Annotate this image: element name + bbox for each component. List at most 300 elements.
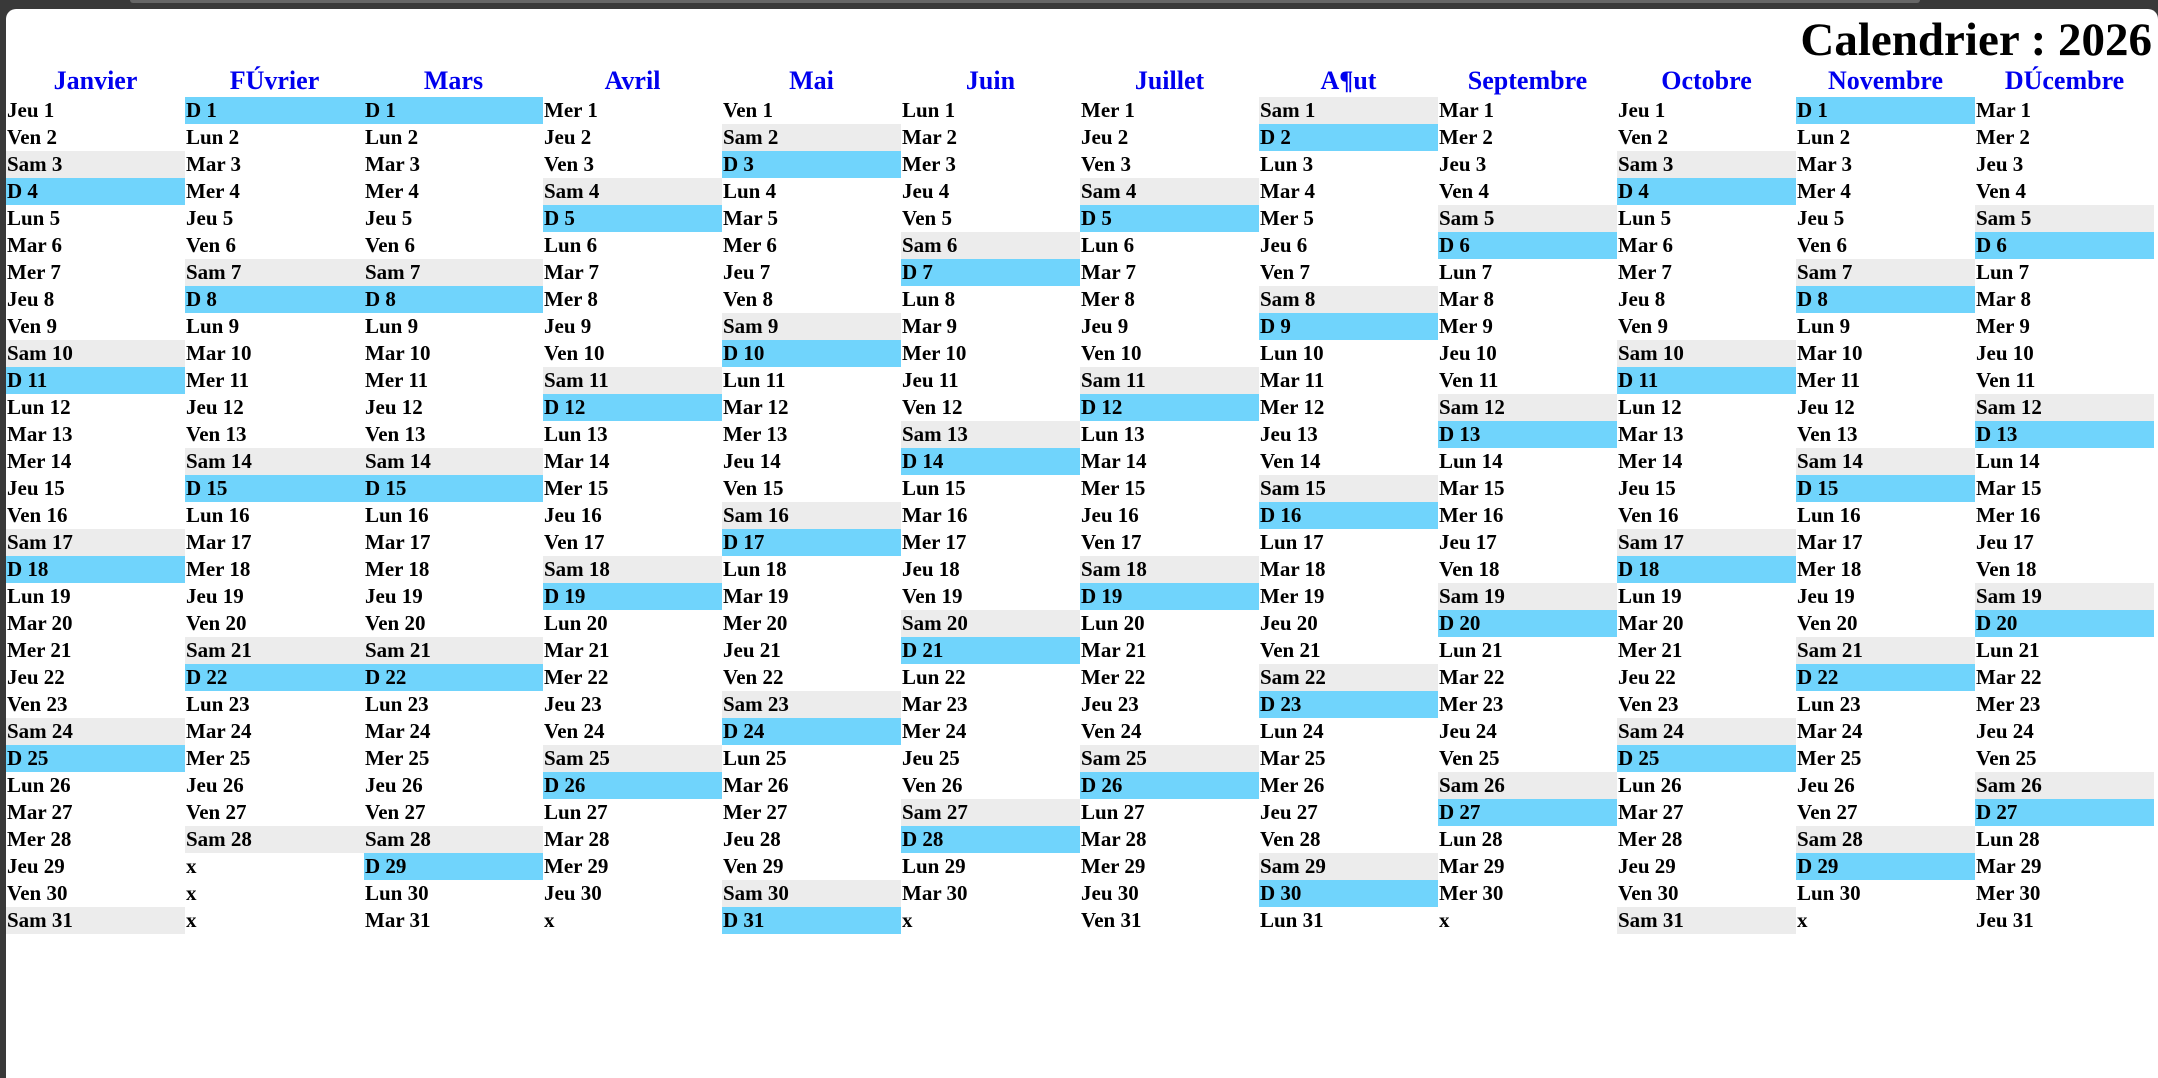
day-cell: Lun 26 [7, 773, 71, 797]
day-cell: Lun 21 [1439, 638, 1503, 662]
day-cell: Mar 20 [1618, 611, 1684, 635]
day-cell: Lun 2 [1797, 125, 1851, 149]
day-cell: Lun 13 [544, 422, 608, 446]
day-cell: Ven 13 [365, 422, 426, 446]
day-cell: D 15 [364, 475, 543, 502]
day-cell: D 15 [1796, 475, 1975, 502]
day-cell: Ven 20 [186, 611, 247, 635]
day-cell: Mar 27 [1618, 800, 1684, 824]
day-cell: Sam 31 [6, 907, 185, 934]
month-column [185, 65, 364, 934]
day-cell: Mer 25 [365, 746, 430, 770]
day-cell: Mar 25 [1260, 746, 1326, 770]
day-cell: Sam 1 [1259, 97, 1438, 124]
day-cell: Mer 8 [1081, 287, 1135, 311]
day-cell: Sam 22 [1259, 664, 1438, 691]
day-cell: Mer 1 [544, 98, 598, 122]
day-cell: Ven 13 [1797, 422, 1858, 446]
day-cell: Ven 14 [1260, 449, 1321, 473]
day-cell: Mar 30 [902, 881, 968, 905]
day-cell: Mar 21 [544, 638, 610, 662]
day-cell: Mer 6 [723, 233, 777, 257]
day-cell: Lun 29 [902, 854, 966, 878]
day-cell: Mar 28 [544, 827, 610, 851]
day-cell: Ven 28 [1260, 827, 1321, 851]
day-cell: Jeu 19 [1797, 584, 1855, 608]
day-cell: Mar 5 [723, 206, 779, 230]
day-cell: Lun 14 [1976, 449, 2040, 473]
day-cell: Jeu 1 [1618, 98, 1666, 122]
day-cell: D 23 [1259, 691, 1438, 718]
day-cell: Ven 18 [1976, 557, 2037, 581]
day-cell: Jeu 12 [186, 395, 244, 419]
day-cell: D 24 [722, 718, 901, 745]
day-cell: Mar 15 [1976, 476, 2042, 500]
day-cell: Mer 14 [1618, 449, 1683, 473]
day-cell: Jeu 5 [186, 206, 234, 230]
day-cell: Lun 14 [1439, 449, 1503, 473]
day-cell: Sam 14 [185, 448, 364, 475]
day-cell: Mer 3 [902, 152, 956, 176]
day-cell: Mar 9 [902, 314, 958, 338]
day-cell: Mar 13 [1618, 422, 1684, 446]
day-cell: Jeu 22 [7, 665, 65, 689]
day-cell: Sam 11 [543, 367, 722, 394]
day-cell: Jeu 19 [186, 584, 244, 608]
day-cell: Ven 11 [1439, 368, 1499, 392]
day-cell: Mar 14 [544, 449, 610, 473]
day-cell: D 8 [185, 286, 364, 313]
day-cell: Ven 20 [365, 611, 426, 635]
day-cell: Ven 9 [1618, 314, 1668, 338]
day-cell: D 25 [1617, 745, 1796, 772]
day-cell: Jeu 10 [1439, 341, 1497, 365]
day-cell: Mer 17 [902, 530, 967, 554]
day-cell-empty: x [544, 908, 555, 932]
day-cell: Mer 25 [186, 746, 251, 770]
month-column [1438, 65, 1617, 934]
day-cell: Lun 16 [1797, 503, 1861, 527]
day-cell: Sam 24 [6, 718, 185, 745]
month-header: Mars [423, 66, 484, 95]
day-cell: Lun 23 [1797, 692, 1861, 716]
day-cell: Lun 7 [1976, 260, 2030, 284]
day-cell: D 17 [722, 529, 901, 556]
day-cell: Mar 16 [902, 503, 968, 527]
month-header: Mai [789, 66, 834, 95]
day-cell: Sam 2 [722, 124, 901, 151]
day-cell: Mar 6 [7, 233, 63, 257]
day-cell: D 4 [1617, 178, 1796, 205]
day-cell: Mar 1 [1976, 98, 2032, 122]
day-cell: Lun 27 [1081, 800, 1145, 824]
day-cell: Jeu 25 [902, 746, 960, 770]
month-column [1617, 65, 1796, 934]
day-cell: Sam 20 [901, 610, 1080, 637]
day-cell: D 11 [6, 367, 185, 394]
day-cell: Sam 25 [1080, 745, 1259, 772]
day-cell: D 25 [6, 745, 185, 772]
day-cell: Ven 23 [1618, 692, 1679, 716]
day-cell: Mar 6 [1618, 233, 1674, 257]
day-cell: Sam 19 [1438, 583, 1617, 610]
day-cell: Jeu 3 [1976, 152, 2024, 176]
day-cell: Sam 6 [901, 232, 1080, 259]
day-cell: Jeu 1 [7, 98, 55, 122]
day-cell: Sam 10 [1617, 340, 1796, 367]
day-cell: Jeu 17 [1439, 530, 1497, 554]
day-cell: Ven 10 [544, 341, 605, 365]
day-cell: Lun 30 [365, 881, 429, 905]
day-cell: Lun 23 [365, 692, 429, 716]
day-cell: Lun 20 [1081, 611, 1145, 635]
day-cell: Lun 30 [1797, 881, 1861, 905]
day-cell: Sam 26 [1438, 772, 1617, 799]
day-cell: Mer 4 [186, 179, 240, 203]
day-cell: Mar 17 [186, 530, 252, 554]
day-cell: Lun 9 [1797, 314, 1851, 338]
month-header: Septembre [1467, 66, 1588, 95]
day-cell: Ven 10 [1081, 341, 1142, 365]
day-cell: Ven 23 [7, 692, 68, 716]
day-cell: Lun 8 [902, 287, 956, 311]
day-cell: Jeu 11 [902, 368, 959, 392]
day-cell: Jeu 29 [1618, 854, 1676, 878]
month-column [722, 65, 901, 934]
month-header: Novembre [1827, 66, 1944, 95]
day-cell: Sam 17 [6, 529, 185, 556]
month-header: Janvier [53, 66, 138, 95]
day-cell: Lun 16 [186, 503, 250, 527]
day-cell: Jeu 26 [1797, 773, 1855, 797]
day-cell: Jeu 20 [1260, 611, 1318, 635]
day-cell: Lun 19 [7, 584, 71, 608]
day-cell: Mer 12 [1260, 395, 1325, 419]
day-cell: Lun 15 [902, 476, 966, 500]
month-header: Octobre [1661, 66, 1752, 95]
day-cell: Mer 2 [1976, 125, 2030, 149]
day-cell: Mer 24 [902, 719, 967, 743]
day-cell: Mer 14 [7, 449, 72, 473]
day-cell: Mar 7 [544, 260, 600, 284]
day-cell: Mer 29 [1081, 854, 1146, 878]
day-cell: Mer 1 [1081, 98, 1135, 122]
day-cell: Sam 10 [6, 340, 185, 367]
day-cell: Jeu 16 [544, 503, 602, 527]
day-cell: Ven 17 [1081, 530, 1142, 554]
day-cell: Jeu 5 [365, 206, 413, 230]
day-cell: Mer 22 [544, 665, 609, 689]
day-cell: Sam 12 [1438, 394, 1617, 421]
day-cell: D 5 [543, 205, 722, 232]
day-cell: Ven 19 [902, 584, 963, 608]
day-cell: D 27 [1975, 799, 2154, 826]
day-cell: D 11 [1617, 367, 1796, 394]
month-column [1975, 65, 2154, 934]
day-cell: Ven 2 [7, 125, 57, 149]
day-cell: Jeu 2 [1081, 125, 1129, 149]
day-cell: Mar 24 [1797, 719, 1863, 743]
day-cell: Lun 22 [902, 665, 966, 689]
day-cell: Mer 23 [1976, 692, 2041, 716]
day-cell: Jeu 26 [365, 773, 423, 797]
day-cell: Sam 28 [185, 826, 364, 853]
day-cell: Mer 15 [544, 476, 609, 500]
day-cell: D 15 [185, 475, 364, 502]
day-cell: Mar 11 [1260, 368, 1325, 392]
day-cell: Lun 12 [7, 395, 71, 419]
day-cell: Jeu 2 [544, 125, 592, 149]
day-cell: Mer 5 [1260, 206, 1314, 230]
day-cell: Sam 5 [1975, 205, 2154, 232]
day-cell: Sam 23 [722, 691, 901, 718]
day-cell: Ven 2 [1618, 125, 1668, 149]
day-cell: Sam 11 [1080, 367, 1259, 394]
day-cell: Ven 25 [1976, 746, 2037, 770]
day-cell: Lun 3 [1260, 152, 1314, 176]
day-cell: Sam 29 [1259, 853, 1438, 880]
day-cell: Ven 13 [186, 422, 247, 446]
day-cell: Mar 8 [1439, 287, 1495, 311]
day-cell: D 1 [185, 97, 364, 124]
day-cell: Jeu 7 [723, 260, 771, 284]
day-cell: Mar 29 [1439, 854, 1505, 878]
month-header: DÚcembre [2004, 66, 2125, 95]
day-cell: Mer 20 [723, 611, 788, 635]
day-cell: Lun 5 [7, 206, 61, 230]
day-cell: Mar 28 [1081, 827, 1147, 851]
day-cell: Sam 7 [1796, 259, 1975, 286]
day-cell: D 7 [901, 259, 1080, 286]
calendar-grid [6, 65, 2154, 934]
day-cell: D 12 [543, 394, 722, 421]
day-cell: Mer 11 [186, 368, 250, 392]
day-cell: D 3 [722, 151, 901, 178]
day-cell: Mer 28 [1618, 827, 1683, 851]
day-cell: Mar 20 [7, 611, 73, 635]
day-cell: Mer 21 [1618, 638, 1683, 662]
day-cell: Ven 17 [544, 530, 605, 554]
day-cell: D 19 [1080, 583, 1259, 610]
day-cell: Mar 8 [1976, 287, 2032, 311]
day-cell: Jeu 10 [1976, 341, 2034, 365]
day-cell: Sam 13 [901, 421, 1080, 448]
day-cell: D 18 [6, 556, 185, 583]
day-cell: D 29 [364, 853, 543, 880]
day-cell: Mer 29 [544, 854, 609, 878]
day-cell: Jeu 3 [1439, 152, 1487, 176]
day-cell: Sam 14 [1796, 448, 1975, 475]
day-cell: Jeu 23 [1081, 692, 1139, 716]
day-cell: Sam 28 [364, 826, 543, 853]
day-cell: D 8 [1796, 286, 1975, 313]
day-cell: Ven 18 [1439, 557, 1500, 581]
day-cell: Jeu 8 [1618, 287, 1666, 311]
day-cell: Jeu 24 [1976, 719, 2034, 743]
day-cell: Lun 12 [1618, 395, 1682, 419]
day-cell: Mar 10 [365, 341, 431, 365]
day-cell: Jeu 24 [1439, 719, 1497, 743]
day-cell: D 12 [1080, 394, 1259, 421]
day-cell: D 8 [364, 286, 543, 313]
day-cell-empty: x [1439, 908, 1450, 932]
day-cell: Jeu 30 [544, 881, 602, 905]
day-cell: Mer 10 [902, 341, 967, 365]
day-cell: Ven 4 [1439, 179, 1489, 203]
day-cell: Mer 26 [1260, 773, 1325, 797]
day-cell: Ven 4 [1976, 179, 2026, 203]
day-cell: D 29 [1796, 853, 1975, 880]
day-cell: Lun 17 [1260, 530, 1324, 554]
day-cell: Lun 7 [1439, 260, 1493, 284]
day-cell: Mar 22 [1439, 665, 1505, 689]
day-cell: Ven 12 [902, 395, 963, 419]
day-cell: Ven 15 [723, 476, 784, 500]
day-cell: D 20 [1975, 610, 2154, 637]
day-cell: Mer 7 [1618, 260, 1672, 284]
day-cell: Lun 16 [365, 503, 429, 527]
day-cell: D 1 [1796, 97, 1975, 124]
day-cell: Ven 24 [1081, 719, 1142, 743]
day-cell: Mer 13 [723, 422, 788, 446]
day-cell: Mar 24 [186, 719, 252, 743]
day-cell: Ven 3 [1081, 152, 1131, 176]
day-cell: D 19 [543, 583, 722, 610]
day-cell: Ven 26 [902, 773, 963, 797]
day-cell: Ven 8 [723, 287, 773, 311]
day-cell: Mar 1 [1439, 98, 1495, 122]
day-cell: Mar 13 [7, 422, 73, 446]
day-cell: Mar 24 [365, 719, 431, 743]
day-cell: Sam 21 [1796, 637, 1975, 664]
day-cell: Ven 16 [7, 503, 68, 527]
day-cell-empty: x [186, 908, 197, 932]
day-cell: Sam 25 [543, 745, 722, 772]
day-cell: Ven 29 [723, 854, 784, 878]
day-cell: Lun 23 [186, 692, 250, 716]
day-cell: Ven 11 [1976, 368, 2036, 392]
day-cell: Jeu 28 [723, 827, 781, 851]
day-cell: Sam 7 [364, 259, 543, 286]
day-cell: Sam 4 [543, 178, 722, 205]
day-cell: Mar 31 [365, 908, 431, 932]
day-cell: D 31 [722, 907, 901, 934]
day-cell: Jeu 22 [1618, 665, 1676, 689]
day-cell: Jeu 6 [1260, 233, 1308, 257]
day-cell: Lun 28 [1976, 827, 2040, 851]
day-cell: Lun 1 [902, 98, 956, 122]
day-cell: Mar 27 [7, 800, 73, 824]
day-cell: Sam 16 [722, 502, 901, 529]
day-cell: Jeu 23 [544, 692, 602, 716]
day-cell: Jeu 29 [7, 854, 65, 878]
day-cell: D 18 [1617, 556, 1796, 583]
day-cell: Ven 27 [365, 800, 426, 824]
day-cell: D 5 [1080, 205, 1259, 232]
day-cell: D 30 [1259, 880, 1438, 907]
month-column [901, 65, 1080, 934]
day-cell: Lun 27 [544, 800, 608, 824]
day-cell: Mar 2 [902, 125, 958, 149]
day-cell: Jeu 30 [1081, 881, 1139, 905]
day-cell: Mar 18 [1260, 557, 1326, 581]
day-cell: Ven 16 [1618, 503, 1679, 527]
day-cell: Ven 30 [1618, 881, 1679, 905]
day-cell: Lun 9 [365, 314, 419, 338]
day-cell: Mer 16 [1439, 503, 1504, 527]
day-cell: Sam 26 [1975, 772, 2154, 799]
day-cell: Lun 2 [365, 125, 419, 149]
day-cell: Jeu 17 [1976, 530, 2034, 554]
day-cell: Ven 7 [1260, 260, 1310, 284]
day-cell: Sam 8 [1259, 286, 1438, 313]
day-cell: D 27 [1438, 799, 1617, 826]
day-cell-empty: x [1797, 908, 1808, 932]
day-cell: Lun 20 [544, 611, 608, 635]
day-cell: Mer 22 [1081, 665, 1146, 689]
day-cell: Lun 9 [186, 314, 240, 338]
month-column [543, 65, 722, 934]
day-cell: Jeu 18 [902, 557, 960, 581]
day-cell: Mer 9 [1439, 314, 1493, 338]
day-cell: Jeu 15 [1618, 476, 1676, 500]
day-cell: Sam 17 [1617, 529, 1796, 556]
calendar-page [6, 9, 2158, 1078]
month-header: A¶ut [1320, 66, 1377, 95]
day-cell: Ven 25 [1439, 746, 1500, 770]
day-cell: Jeu 21 [723, 638, 781, 662]
day-cell: Jeu 5 [1797, 206, 1845, 230]
day-cell: Mar 3 [186, 152, 242, 176]
day-cell: Sam 18 [1080, 556, 1259, 583]
day-cell: Ven 1 [723, 98, 773, 122]
day-cell: Ven 5 [902, 206, 952, 230]
day-cell: Ven 6 [186, 233, 236, 257]
day-cell: Lun 5 [1618, 206, 1672, 230]
day-cell: Mar 22 [1976, 665, 2042, 689]
month-column [6, 65, 185, 934]
day-cell: D 22 [185, 664, 364, 691]
day-cell: Mer 11 [1797, 368, 1861, 392]
day-cell: D 22 [1796, 664, 1975, 691]
day-cell: Sam 12 [1975, 394, 2154, 421]
day-cell: Ven 22 [723, 665, 784, 689]
day-cell: Lun 26 [1618, 773, 1682, 797]
day-cell: Mer 4 [1797, 179, 1851, 203]
day-cell: D 4 [6, 178, 185, 205]
day-cell: Lun 21 [1976, 638, 2040, 662]
day-cell: Jeu 31 [1976, 908, 2034, 932]
day-cell: D 26 [1080, 772, 1259, 799]
month-header: Avril [604, 66, 661, 95]
day-cell: Mer 27 [723, 800, 788, 824]
day-cell: Jeu 13 [1260, 422, 1318, 446]
day-cell: Mar 17 [365, 530, 431, 554]
day-cell: Sam 30 [722, 880, 901, 907]
day-cell: Lun 11 [723, 368, 786, 392]
day-cell: D 2 [1259, 124, 1438, 151]
day-cell: D 26 [543, 772, 722, 799]
day-cell: Mer 7 [7, 260, 61, 284]
day-cell: Ven 27 [1797, 800, 1858, 824]
month-header: Juin [965, 66, 1016, 95]
day-cell: Mar 12 [723, 395, 789, 419]
day-cell-empty: x [186, 854, 197, 878]
day-cell: D 22 [364, 664, 543, 691]
day-cell: Sam 3 [1617, 151, 1796, 178]
day-cell: Mar 10 [186, 341, 252, 365]
day-cell: Ven 31 [1081, 908, 1142, 932]
